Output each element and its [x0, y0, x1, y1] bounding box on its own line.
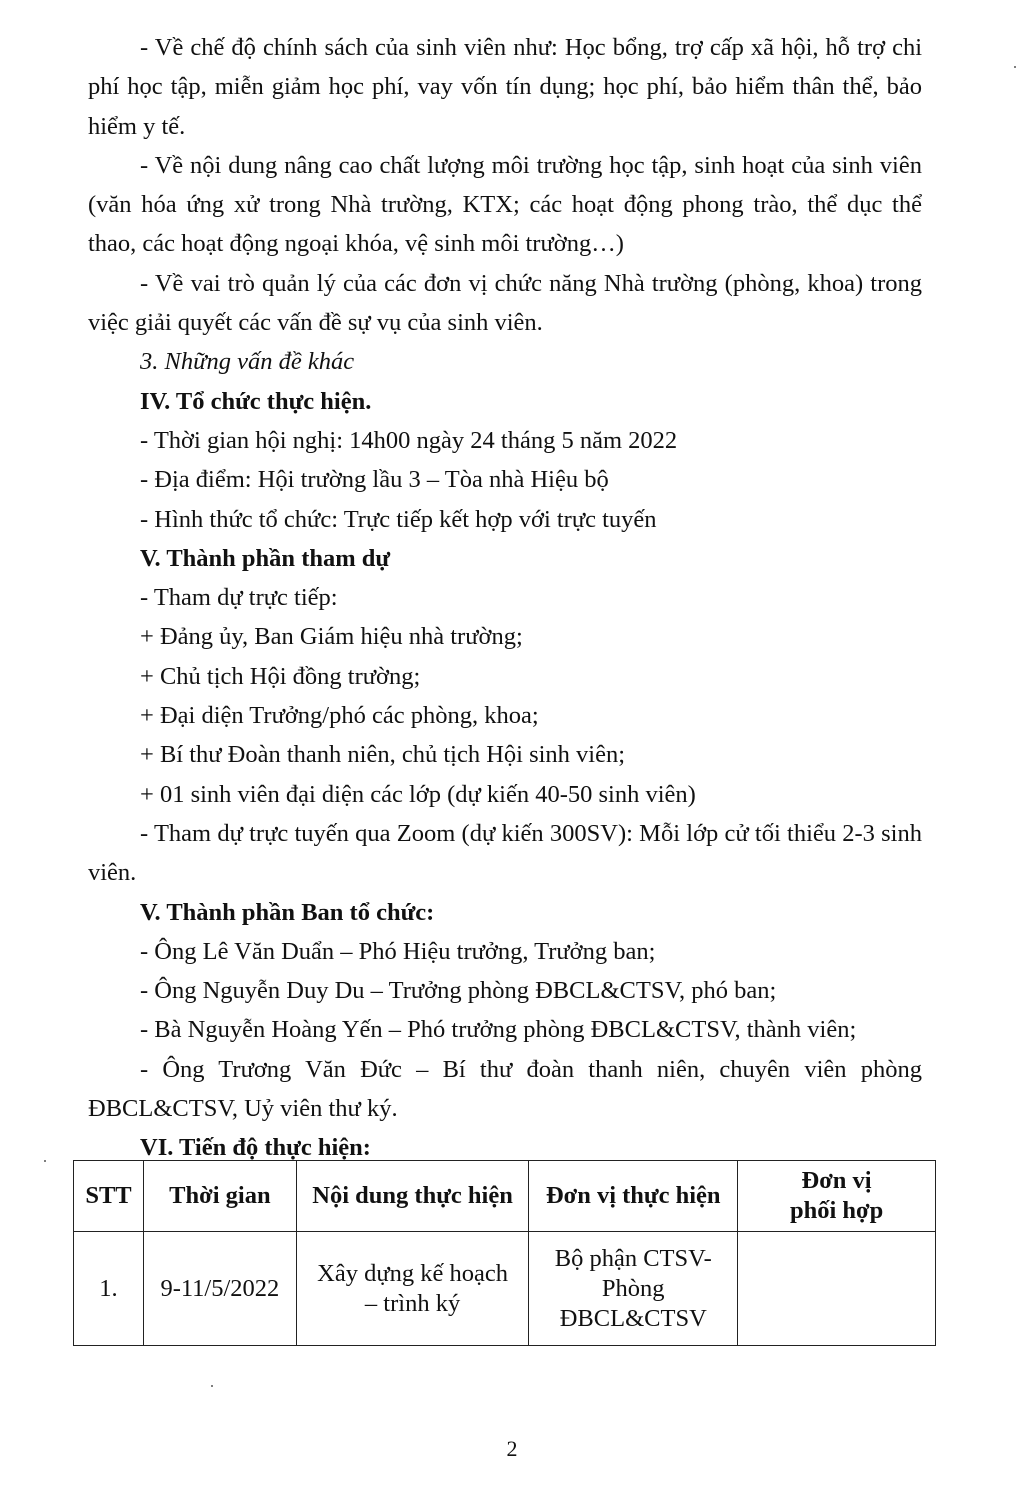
cell-unit-line: Phòng: [601, 1274, 665, 1302]
direct-attendance-label: - Tham dự trực tiếp:: [140, 584, 338, 612]
cell-content-line: Xây dựng kế hoạch: [317, 1259, 508, 1287]
committee-member: - Ông Trương Văn Đức – Bí thư đoàn thanh niên, chuyên viên phòng ĐBCL&CTSV, Uỷ viên thư ký.: [88, 1055, 922, 1123]
cell-unit: [529, 1232, 738, 1346]
cell-content: [296, 1232, 529, 1346]
page-number: 2: [506, 1436, 518, 1461]
cell-content-line: – trình ký: [364, 1289, 461, 1317]
table-row: [74, 1232, 936, 1346]
scan-speck: [44, 1160, 46, 1162]
header-unit: Đơn vị thực hiện: [529, 1161, 738, 1232]
schedule-table: [73, 1160, 936, 1346]
environment-paragraph: - Về nội dung nâng cao chất lượng môi trường học tập, sinh hoạt của sinh viên (văn hóa ứng xử trong Nhà trường, KTX; các hoạt động phong trào, thể dục thể thao, các hoạt động ngoại khóa, vệ sinh môi trường…): [88, 151, 922, 258]
cell-unit-line: ĐBCL&CTSV: [559, 1304, 707, 1332]
policy-paragraph: - Về chế độ chính sách của sinh viên như: Học bổng, trợ cấp xã hội, hỗ trợ chi phí học tập, miễn giảm học phí, vay vốn tín dụng; học phí, bảo hiểm thân thể, bảo hiểm y tế.: [88, 34, 922, 140]
header-time: Thời gian: [143, 1161, 296, 1232]
attendee-item: + 01 sinh viên đại diện các lớp (dự kiến 40-50 sinh viên): [140, 780, 696, 808]
committee-member: - Bà Nguyễn Hoàng Yến – Phó trưởng phòng ĐBCL&CTSV, thành viên;: [140, 1016, 857, 1044]
committee-member: - Ông Nguyễn Duy Du – Trưởng phòng ĐBCL&CTSV, phó ban;: [140, 977, 777, 1005]
section-5-heading: V. Thành phần tham dự: [140, 544, 391, 572]
management-paragraph: - Về vai trò quản lý của các đơn vị chức năng Nhà trường (phòng, khoa) trong việc giải quyết các vấn đề sự vụ của sinh viên.: [88, 269, 922, 337]
cell-coop: [738, 1232, 936, 1346]
header-stt: STT: [74, 1161, 144, 1232]
online-attendance-paragraph: - Tham dự trực tuyến qua Zoom (dự kiến 300SV): Mỗi lớp cử tối thiểu 2-3 sinh viên.: [88, 819, 922, 887]
attendee-item: + Bí thư Đoàn thanh niên, chủ tịch Hội sinh viên;: [140, 741, 626, 769]
committee-member: - Ông Lê Văn Duẩn – Phó Hiệu trưởng, Trưởng ban;: [140, 937, 656, 965]
document-body: [88, 28, 922, 1168]
conference-time: - Thời gian hội nghị: 14h00 ngày 24 tháng 5 năm 2022: [140, 426, 678, 454]
attendee-item: + Chủ tịch Hội đồng trường;: [140, 662, 421, 690]
attendee-item: + Đại diện Trưởng/phó các phòng, khoa;: [140, 702, 539, 730]
section-4-heading: IV. Tổ chức thực hiện.: [140, 387, 372, 415]
header-coop: Đơn vị phối hợp: [738, 1161, 936, 1232]
conference-place: - Địa điểm: Hội trường lầu 3 – Tòa nhà Hiệu bộ: [140, 466, 609, 494]
scan-speck: [1014, 66, 1016, 68]
subsection-other-issues: 3. Những vấn đề khác: [140, 348, 355, 376]
table-header-row: [74, 1161, 936, 1232]
section-6-heading: VI. Tiến độ thực hiện:: [140, 1134, 371, 1162]
organizing-committee-heading: V. Thành phần Ban tổ chức:: [140, 898, 435, 926]
cell-stt: 1.: [74, 1232, 144, 1346]
cell-time: 9-11/5/2022: [143, 1232, 296, 1346]
attendee-item: + Đảng ủy, Ban Giám hiệu nhà trường;: [140, 623, 523, 651]
conference-format: - Hình thức tổ chức: Trực tiếp kết hợp với trực tuyến: [140, 505, 657, 533]
header-content: Nội dung thực hiện: [296, 1161, 529, 1232]
cell-unit-line: Bộ phận CTSV-: [554, 1244, 712, 1272]
scan-speck: [211, 1385, 213, 1387]
